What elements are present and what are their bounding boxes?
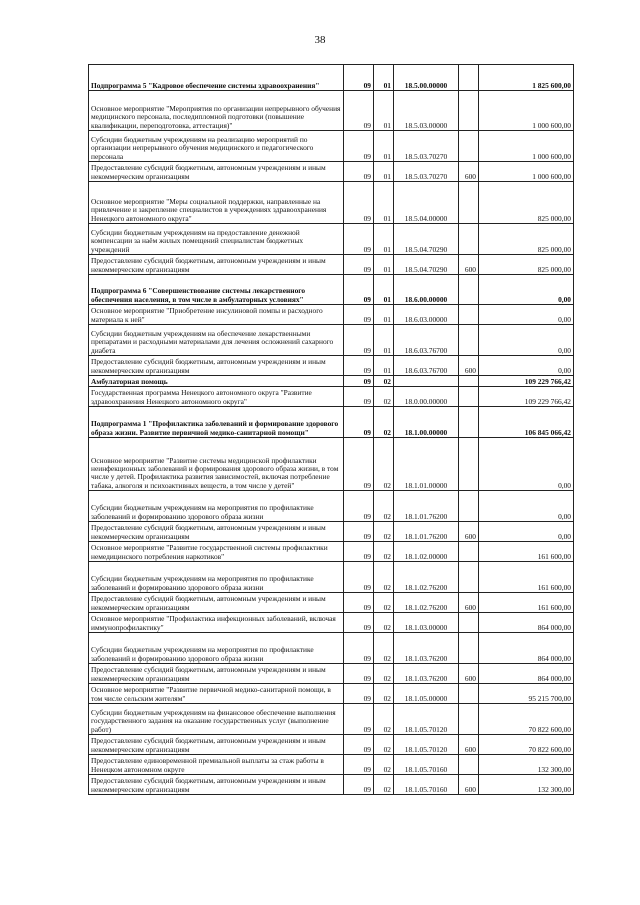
row-description: Подпрограмма 6 "Совершенствование системы лекарственного обеспечения населения, в том числе в амбулаторных условиях" [89, 275, 344, 305]
row-expense-type [459, 182, 479, 224]
row-amount: 1 000 600,00 [479, 162, 574, 182]
row-subsection-code: 02 [374, 704, 394, 735]
row-amount: 0,00 [479, 491, 574, 522]
row-section-code: 09 [344, 775, 374, 795]
row-expense-type: 600 [459, 255, 479, 275]
row-amount: 161 600,00 [479, 593, 574, 613]
row-expense-type: 600 [459, 162, 479, 182]
row-expense-type [459, 376, 479, 387]
row-amount: 0,00 [479, 522, 574, 542]
row-section-code: 09 [344, 275, 374, 305]
row-description: Основное мероприятие "Развитие первичной медико-санитарной помощи, в том числе сельским жителям" [89, 684, 344, 704]
table-row [89, 664, 574, 684]
row-amount: 1 825 600,00 [479, 65, 574, 91]
row-subsection-code: 02 [374, 438, 394, 491]
row-target-code: 18.5.04.70290 [394, 255, 459, 275]
row-target-code: 18.1.05.70160 [394, 755, 459, 775]
row-target-code: 18.1.02.00000 [394, 542, 459, 562]
row-amount: 825 000,00 [479, 182, 574, 224]
row-expense-type: 600 [459, 522, 479, 542]
row-subsection-code: 01 [374, 162, 394, 182]
row-subsection-code: 02 [374, 407, 394, 438]
row-target-code: 18.1.03.76200 [394, 664, 459, 684]
row-amount: 0,00 [479, 305, 574, 325]
row-subsection-code: 01 [374, 182, 394, 224]
row-expense-type: 600 [459, 356, 479, 376]
row-subsection-code: 01 [374, 275, 394, 305]
row-subsection-code: 02 [374, 735, 394, 755]
table-row [89, 542, 574, 562]
table-row [89, 407, 574, 438]
row-section-code: 09 [344, 356, 374, 376]
row-target-code: 18.5.03.00000 [394, 91, 459, 131]
row-expense-type [459, 305, 479, 325]
row-amount: 70 822 600,00 [479, 735, 574, 755]
row-target-code: 18.6.03.00000 [394, 305, 459, 325]
row-target-code: 18.1.05.70120 [394, 735, 459, 755]
table-row [89, 633, 574, 664]
row-section-code: 09 [344, 438, 374, 491]
row-amount: 70 822 600,00 [479, 704, 574, 735]
row-target-code: 18.6.00.00000 [394, 275, 459, 305]
table-row [89, 131, 574, 162]
row-expense-type [459, 387, 479, 407]
row-target-code: 18.5.04.70290 [394, 224, 459, 255]
row-amount: 161 600,00 [479, 562, 574, 593]
row-target-code: 18.0.00.00000 [394, 387, 459, 407]
row-target-code: 18.5.03.70270 [394, 131, 459, 162]
row-description: Предоставление субсидий бюджетным, автономным учреждениям и иным некоммерческим организациям [89, 593, 344, 613]
row-expense-type [459, 542, 479, 562]
row-section-code: 09 [344, 684, 374, 704]
row-target-code: 18.1.02.76200 [394, 593, 459, 613]
row-expense-type [459, 491, 479, 522]
row-description: Государственная программа Ненецкого автономного округа "Развитие здравоохранения Ненецкого автономного округа" [89, 387, 344, 407]
row-subsection-code: 02 [374, 755, 394, 775]
row-subsection-code: 02 [374, 684, 394, 704]
row-section-code: 09 [344, 542, 374, 562]
row-subsection-code: 02 [374, 775, 394, 795]
row-subsection-code: 01 [374, 65, 394, 91]
row-subsection-code: 02 [374, 376, 394, 387]
row-section-code: 09 [344, 387, 374, 407]
row-section-code: 09 [344, 735, 374, 755]
row-description: Субсидии бюджетным учреждениям на мероприятия по профилактике заболеваний и формированию здорового образа жизни [89, 562, 344, 593]
row-amount: 132 300,00 [479, 755, 574, 775]
row-amount: 161 600,00 [479, 542, 574, 562]
table-row [89, 224, 574, 255]
row-section-code: 09 [344, 162, 374, 182]
row-amount: 864 000,00 [479, 664, 574, 684]
row-expense-type [459, 407, 479, 438]
row-section-code: 09 [344, 593, 374, 613]
row-amount: 109 229 766,42 [479, 376, 574, 387]
row-subsection-code: 01 [374, 305, 394, 325]
row-description: Субсидии бюджетным учреждениям на мероприятия по профилактике заболеваний и формированию здорового образа жизни [89, 491, 344, 522]
row-amount: 132 300,00 [479, 775, 574, 795]
row-target-code: 18.1.05.70120 [394, 704, 459, 735]
row-description: Амбулаторная помощь [89, 376, 344, 387]
row-section-code: 09 [344, 325, 374, 356]
row-description: Субсидии бюджетным учреждениям на обеспечение лекарственными препаратами и расходными материалами для лечения осложнений сахарного диабета [89, 325, 344, 356]
table-row [89, 91, 574, 131]
table-row [89, 735, 574, 755]
budget-table-body [89, 65, 574, 795]
row-section-code: 09 [344, 491, 374, 522]
row-target-code: 18.5.00.00000 [394, 65, 459, 91]
row-expense-type [459, 325, 479, 356]
row-section-code: 09 [344, 131, 374, 162]
row-description: Субсидии бюджетным учреждениям на предоставление денежной компенсации за наём жилых помещений специалистам бюджетных учреждений [89, 224, 344, 255]
row-section-code: 09 [344, 755, 374, 775]
row-description: Основное мероприятие "Приобретение инсулиновой помпы и расходного материала к ней" [89, 305, 344, 325]
row-expense-type [459, 704, 479, 735]
budget-table [88, 64, 574, 795]
row-amount: 1 000 600,00 [479, 131, 574, 162]
row-amount: 864 000,00 [479, 633, 574, 664]
row-expense-type [459, 131, 479, 162]
row-description: Предоставление субсидий бюджетным, автономным учреждениям и иным некоммерческим организациям [89, 356, 344, 376]
row-amount: 0,00 [479, 438, 574, 491]
row-description: Предоставление субсидий бюджетным, автономным учреждениям и иным некоммерческим организациям [89, 522, 344, 542]
row-description: Предоставление субсидий бюджетным, автономным учреждениям и иным некоммерческим организациям [89, 735, 344, 755]
row-subsection-code: 01 [374, 255, 394, 275]
row-amount: 0,00 [479, 356, 574, 376]
table-row [89, 65, 574, 91]
row-expense-type [459, 275, 479, 305]
row-expense-type [459, 438, 479, 491]
row-amount: 825 000,00 [479, 255, 574, 275]
row-target-code: 18.1.03.00000 [394, 613, 459, 633]
row-subsection-code: 01 [374, 91, 394, 131]
table-row [89, 593, 574, 613]
table-row [89, 613, 574, 633]
row-expense-type [459, 633, 479, 664]
row-amount: 864 000,00 [479, 613, 574, 633]
row-description: Субсидии бюджетным учреждениям на финансовое обеспечение выполнения государственного задания на оказание государственных услуг (выполнение работ) [89, 704, 344, 735]
row-target-code: 18.6.03.76700 [394, 356, 459, 376]
row-description: Предоставление субсидий бюджетным, автономным учреждениям и иным некоммерческим организациям [89, 664, 344, 684]
row-target-code: 18.1.01.00000 [394, 438, 459, 491]
row-amount: 106 845 066,42 [479, 407, 574, 438]
row-expense-type [459, 65, 479, 91]
row-section-code: 09 [344, 305, 374, 325]
table-row [89, 562, 574, 593]
row-section-code: 09 [344, 704, 374, 735]
table-row [89, 275, 574, 305]
table-row [89, 438, 574, 491]
table-row [89, 356, 574, 376]
row-description: Субсидии бюджетным учреждениям на реализацию мероприятий по организации непрерывного обучения медицинского и педагогического персонала [89, 131, 344, 162]
row-description: Предоставление субсидий бюджетным, автономным учреждениям и иным некоммерческим организациям [89, 255, 344, 275]
page-number: 38 [314, 34, 326, 46]
row-amount: 825 000,00 [479, 224, 574, 255]
row-expense-type [459, 613, 479, 633]
table-row [89, 775, 574, 795]
row-description: Основное мероприятие "Развитие системы медицинской профилактики неинфекционных заболеваний и формирования здорового образа жизни, в том числе у детей. Профилактика развития зависимостей, включая потребление табака, алкоголя и психоактивных веществ, в том числе у детей" [89, 438, 344, 491]
table-row [89, 162, 574, 182]
row-expense-type: 600 [459, 735, 479, 755]
table-row [89, 522, 574, 542]
row-description: Предоставление субсидий бюджетным, автономным учреждениям и иным некоммерческим организациям [89, 775, 344, 795]
row-section-code: 09 [344, 224, 374, 255]
row-subsection-code: 02 [374, 562, 394, 593]
row-amount: 0,00 [479, 275, 574, 305]
row-subsection-code: 01 [374, 325, 394, 356]
row-section-code: 09 [344, 182, 374, 224]
row-description: Подпрограмма 5 "Кадровое обеспечение системы здравоохранения" [89, 65, 344, 91]
row-description: Основное мероприятие "Мероприятия по организации непрерывного обучения медицинского персонала, последипломной подготовки (повышение квалификации, переподготовка, аттестация)" [89, 91, 344, 131]
row-subsection-code: 01 [374, 224, 394, 255]
row-target-code: 18.1.00.00000 [394, 407, 459, 438]
row-amount: 109 229 766,42 [479, 387, 574, 407]
row-expense-type [459, 684, 479, 704]
row-subsection-code: 02 [374, 593, 394, 613]
row-target-code: 18.1.02.76200 [394, 562, 459, 593]
row-expense-type: 600 [459, 593, 479, 613]
row-expense-type [459, 755, 479, 775]
row-section-code: 09 [344, 664, 374, 684]
row-section-code: 09 [344, 376, 374, 387]
row-target-code: 18.1.05.70160 [394, 775, 459, 795]
table-row [89, 491, 574, 522]
row-expense-type [459, 91, 479, 131]
row-subsection-code: 01 [374, 131, 394, 162]
row-description: Субсидии бюджетным учреждениям на мероприятия по профилактике заболеваний и формированию здорового образа жизни [89, 633, 344, 664]
row-amount: 0,00 [479, 325, 574, 356]
table-row [89, 684, 574, 704]
row-target-code: 18.1.05.00000 [394, 684, 459, 704]
row-amount: 1 000 600,00 [479, 91, 574, 131]
row-section-code: 09 [344, 522, 374, 542]
row-target-code: 18.6.03.76700 [394, 325, 459, 356]
row-subsection-code: 02 [374, 542, 394, 562]
row-subsection-code: 02 [374, 664, 394, 684]
row-section-code: 09 [344, 633, 374, 664]
row-expense-type: 600 [459, 664, 479, 684]
row-section-code: 09 [344, 562, 374, 593]
row-section-code: 09 [344, 91, 374, 131]
row-target-code: 18.5.03.70270 [394, 162, 459, 182]
row-subsection-code: 01 [374, 356, 394, 376]
row-target-code: 18.1.01.76200 [394, 522, 459, 542]
row-target-code [394, 376, 459, 387]
row-description: Подпрограмма 1 "Профилактика заболеваний и формирование здорового образа жизни. Развитие первичной медико-санитарной помощи" [89, 407, 344, 438]
table-row [89, 755, 574, 775]
row-subsection-code: 02 [374, 633, 394, 664]
table-row [89, 325, 574, 356]
row-target-code: 18.5.04.00000 [394, 182, 459, 224]
table-row [89, 376, 574, 387]
table-row [89, 305, 574, 325]
table-row [89, 255, 574, 275]
row-section-code: 09 [344, 255, 374, 275]
row-expense-type: 600 [459, 775, 479, 795]
row-target-code: 18.1.01.76200 [394, 491, 459, 522]
table-row [89, 704, 574, 735]
row-expense-type [459, 224, 479, 255]
row-description: Основное мероприятие "Профилактика инфекционных заболеваний, включая иммунопрофилактику" [89, 613, 344, 633]
row-subsection-code: 02 [374, 613, 394, 633]
table-row [89, 387, 574, 407]
row-description: Предоставление единовременной премиальной выплаты за стаж работы в Ненецком автономном округе [89, 755, 344, 775]
row-subsection-code: 02 [374, 522, 394, 542]
row-amount: 95 215 700,00 [479, 684, 574, 704]
row-description: Предоставление субсидий бюджетным, автономным учреждениям и иным некоммерческим организациям [89, 162, 344, 182]
row-section-code: 09 [344, 65, 374, 91]
row-section-code: 09 [344, 613, 374, 633]
row-subsection-code: 02 [374, 491, 394, 522]
row-description: Основное мероприятие "Меры социальной поддержки, направленные на привлечение и закрепление специалистов в учреждениях здравоохранения Ненецкого автономного округа" [89, 182, 344, 224]
row-expense-type [459, 562, 479, 593]
row-description: Основное мероприятие "Развитие государственной системы профилактики немедицинского потребления наркотиков" [89, 542, 344, 562]
row-section-code: 09 [344, 407, 374, 438]
row-subsection-code: 02 [374, 387, 394, 407]
row-target-code: 18.1.03.76200 [394, 633, 459, 664]
table-row [89, 182, 574, 224]
